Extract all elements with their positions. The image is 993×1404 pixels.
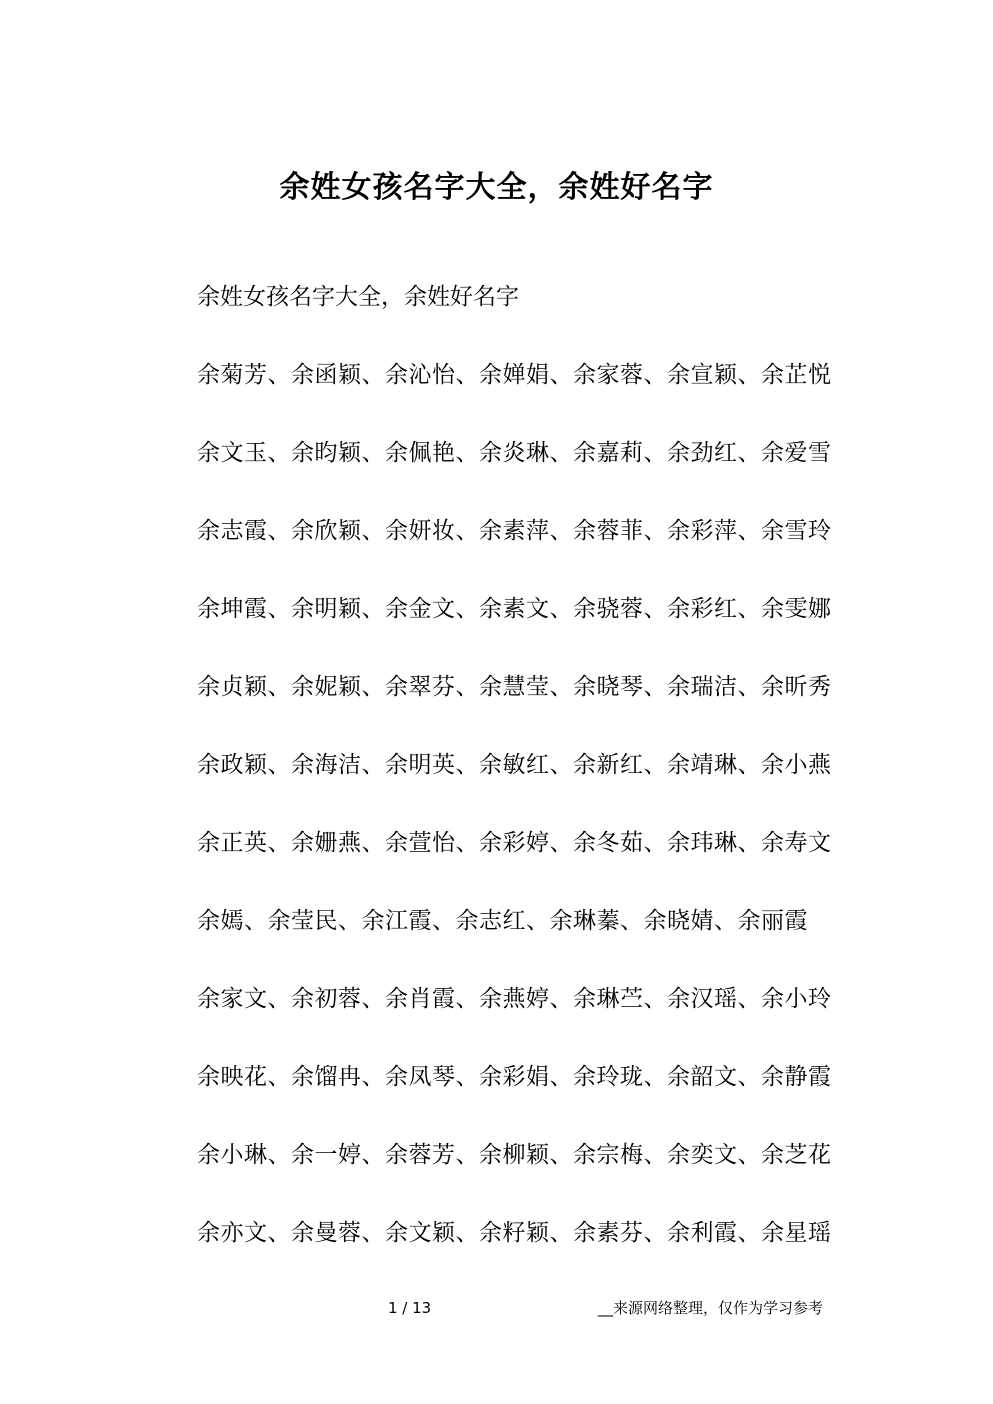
name-line: 余文玉、余昀颖、余佩艳、余炎琳、余嘉莉、余劲红、余爱雪 xyxy=(197,440,832,466)
name-line: 余志霞、余欣颖、余妍妆、余素萍、余蓉菲、余彩萍、余雪玲 xyxy=(197,518,832,544)
name-line: 余贞颖、余妮颖、余翠芬、余慧莹、余晓琴、余瑞洁、余昕秀 xyxy=(197,674,832,700)
name-line: 余坤霞、余明颖、余金文、余素文、余骁蓉、余彩红、余雯娜 xyxy=(197,596,832,622)
name-line: 余政颖、余海洁、余明英、余敏红、余新红、余靖琳、余小燕 xyxy=(197,752,832,778)
source-note: __来源网络整理，仅作为学习参考 xyxy=(598,1299,824,1317)
page-number: 1 / 13 xyxy=(388,1299,432,1317)
document-subtitle: 余姓女孩名字大全，余姓好名字 xyxy=(197,284,519,310)
name-line: 余小琳、余一婷、余蓉芳、余柳颖、余宗梅、余奕文、余芝花 xyxy=(197,1142,832,1168)
name-line: 余正英、余姗燕、余萱怡、余彩婷、余冬茹、余玮琳、余寿文 xyxy=(197,830,832,856)
name-line: 余映花、余馏冉、余凤琴、余彩娟、余玲珑、余韶文、余静霞 xyxy=(197,1064,832,1090)
name-line: 余菊芳、余函颖、余沁怡、余婵娟、余家蓉、余宣颖、余芷悦 xyxy=(197,362,832,388)
name-list xyxy=(197,359,832,1295)
name-line: 余嫣、余莹民、余江霞、余志红、余琳蓁、余晓婧、余丽霞 xyxy=(197,908,808,934)
name-line: 余家文、余初蓉、余肖霞、余燕婷、余琳苎、余汉瑶、余小玲 xyxy=(197,986,832,1012)
page-title: 余姓女孩名字大全，余姓好名字 xyxy=(279,170,714,205)
name-line: 余亦文、余曼蓉、余文颖、余籽颖、余素芬、余利霞、余星瑶 xyxy=(197,1220,832,1246)
